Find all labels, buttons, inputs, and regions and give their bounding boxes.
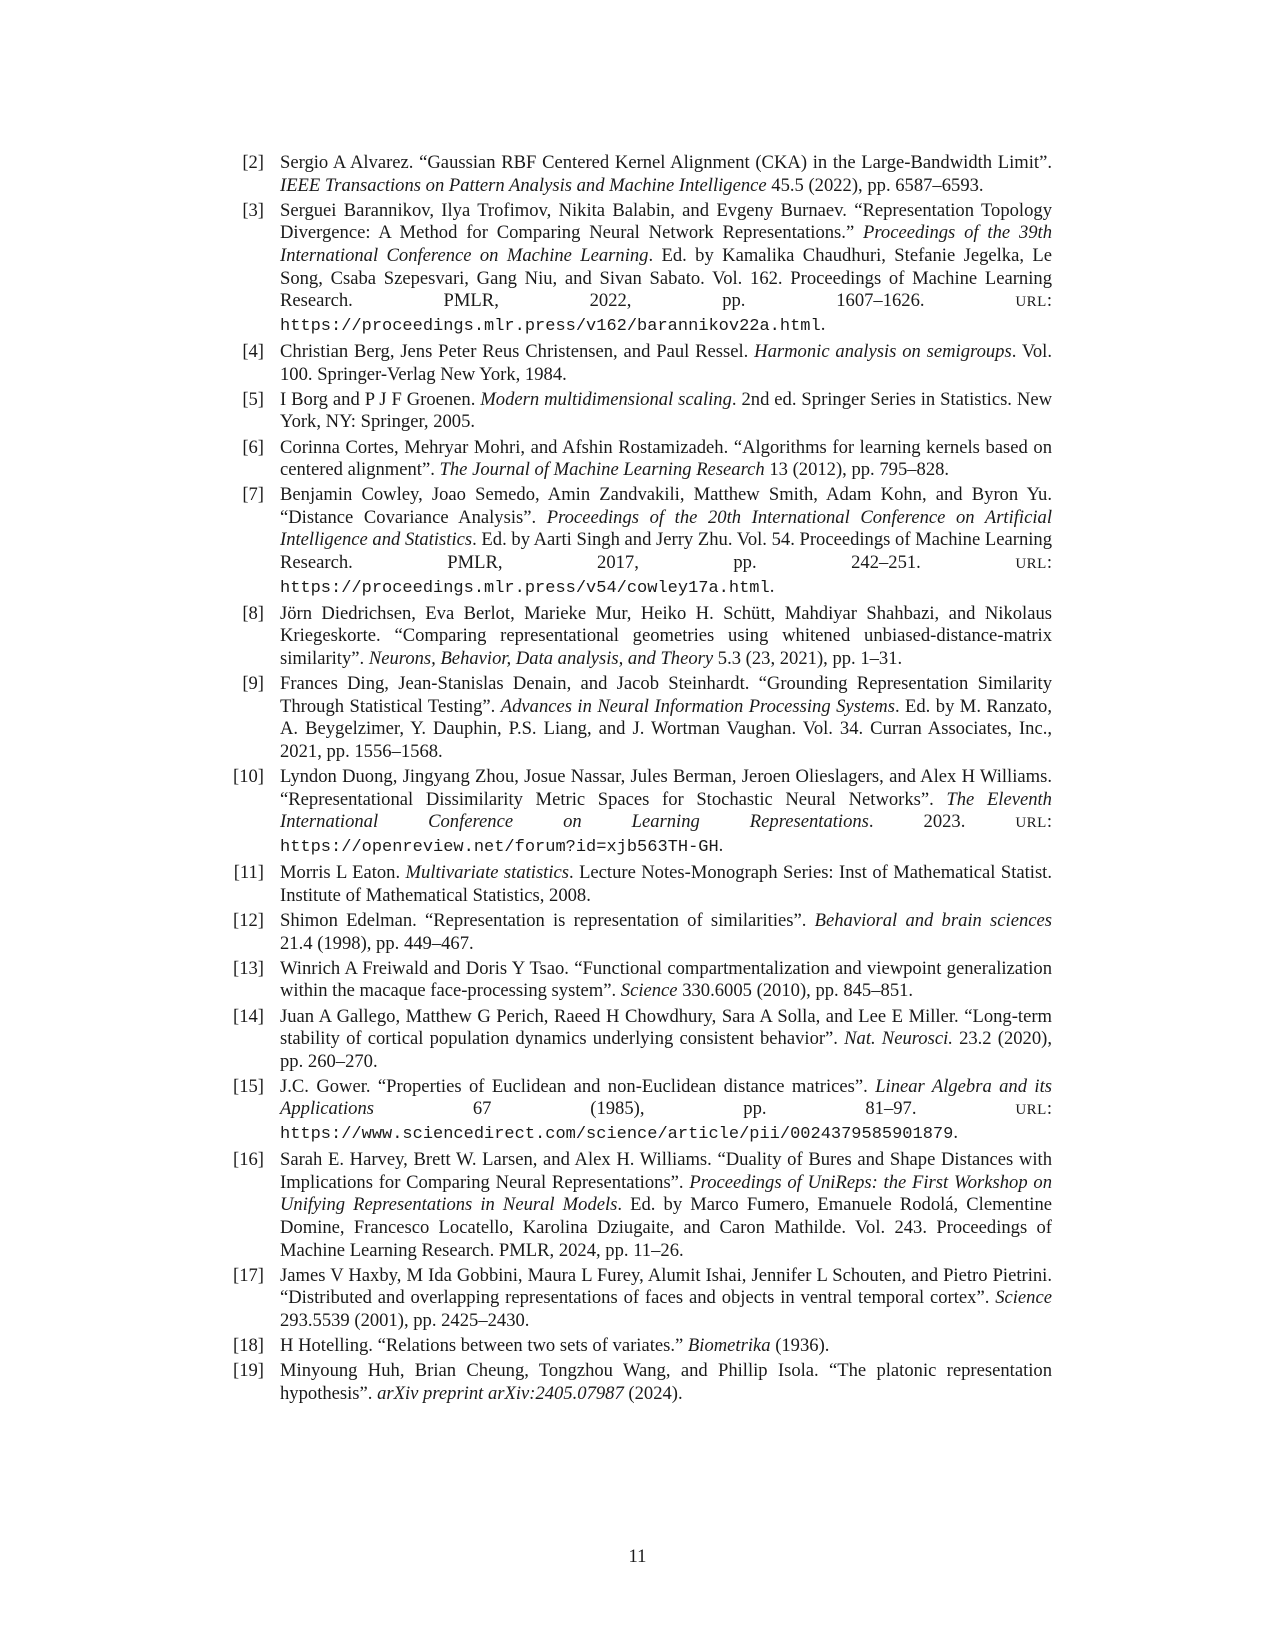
reference-venue: Advances in Neural Information Processing Systems [500, 695, 895, 717]
reference-end: . [820, 313, 826, 335]
reference-details: . 2nd ed. Springer Series in Statistics. New York, NY: Springer, 2005. [280, 388, 1052, 433]
reference-text: Corinna Cortes, Mehryar Mohri, and Afshin Rostamizadeh. “Algorithms for learning kernels based on centered alignment”. [280, 436, 1052, 481]
reference-venue: Biometrika [687, 1335, 771, 1357]
reference-text: Sergio A Alvarez. “Gaussian RBF Centered Kernel Alignment (CKA) in the Large-Bandwidth Limit”. [280, 152, 1052, 173]
reference-number: [3] [242, 199, 264, 221]
reference-number: [6] [242, 436, 264, 458]
reference-venue: Linear Algebra and its Applications [280, 1075, 1052, 1120]
reference-text: Lyndon Duong, Jingyang Zhou, Josue Nassar, Jules Berman, Jeroen Olieslagers, and Alex H Williams. “Representational Dissimilarity Metric Spaces for Stochastic Neural Networks”. [280, 766, 1052, 810]
reference-venue: Proceedings of the 39th International Conference on Machine Learning [280, 222, 1053, 266]
reference-text: Juan A Gallego, Matthew G Perich, Raeed H Chowdhury, Sara A Solla, and Lee E Miller. “Long-term stability of cortical population dynamics underlying consistent behavior”. [280, 1005, 1052, 1050]
reference-text: Serguei Barannikov, Ilya Trofimov, Nikita Balabin, and Evgeny Burnaev. “Representation Topology Divergence: A Method for Comparing Neural Network Representations.” [280, 199, 1052, 244]
reference-item: [10] Lyndon Duong, Jingyang Zhou, Josue Nassar, Jules Berman, Jeroen Olieslagers, and Alex H Williams. “Representational Dissimilarity Metric Spaces for Stochastic Neural Networks”. The Eleventh International Conference on Learning Representations. 2023. URL: https://openreview.net/forum?id=xjb563TH-GH. [222, 766, 1052, 859]
reference-venue: Proceedings of UniReps: the First Workshop on Unifying Representations in Neural Models [280, 1171, 1052, 1216]
reference-venue: Science [995, 1287, 1052, 1309]
url-label: URL [1015, 294, 1047, 311]
reference-venue: Proceedings of the 20th International Conference on Artificial Intelligence and Statistics [280, 506, 1052, 551]
reference-details: . Ed. by M. Ranzato, A. Beygelzimer, Y. Dauphin, P.S. Liang, and J. Wortman Vaughan. Vol. 34. Curran Associates, Inc., 2021, pp. 1556–1568. [280, 695, 1052, 762]
url-label: URL [1015, 1102, 1047, 1119]
reference-details: 45.5 (2022), pp. 6587–6593. [766, 174, 984, 196]
reference-details: . Ed. by Kamalika Chaudhuri, Stefanie Jegelka, Le Song, Csaba Szepesvari, Gang Niu, and Sivan Sabato. Vol. 162. Proceedings of Machine Learning Research. PMLR, 2022, pp. 1607–1626. [280, 244, 1052, 312]
reference-details: 330.6005 (2010), pp. 845–851. [677, 980, 914, 1002]
reference-item [222, 673, 1052, 763]
reference-text: Shimon Edelman. “Representation is representation of similarities”. [280, 909, 815, 931]
reference-number: [12] [233, 909, 264, 931]
reference-number: [16] [233, 1149, 264, 1171]
reference-details: 21.4 (1998), pp. 449–467. [280, 932, 474, 954]
reference-end: . [953, 1122, 958, 1144]
reference-text: Christian Berg, Jens Peter Reus Christensen, and Paul Ressel. [280, 340, 755, 362]
reference-number: [19] [233, 1360, 264, 1382]
reference-number: [8] [242, 602, 264, 624]
reference-end: . [769, 575, 775, 597]
reference-text: J.C. Gower. “Properties of Euclidean and non-Euclidean distance matrices”. [280, 1075, 876, 1097]
reference-details: . Lecture Notes-Monograph Series: Inst of Mathematical Statist. Institute of Mathematical Statistics, 2008. [280, 862, 1052, 906]
reference-details: 293.5539 (2001), pp. 2425–2430. [280, 1310, 530, 1331]
reference-venue: IEEE Transactions on Pattern Analysis and Machine Intelligence [280, 174, 767, 196]
reference-item [222, 1360, 1052, 1405]
reference-venue: Multivariate statistics [405, 862, 569, 884]
reference-end: . [718, 834, 724, 856]
reference-venue: Neurons, Behavior, Data analysis, and Theory [368, 648, 714, 670]
reference-number: [14] [233, 1005, 264, 1027]
reference-details: . Ed. by Aarti Singh and Jerry Zhu. Vol. 54. Proceedings of Machine Learning Research. PMLR, 2017, pp. 242–251. [280, 529, 1053, 574]
reference-venue: arXiv preprint arXiv:2405.07987 [377, 1382, 624, 1404]
reference-number: [9] [242, 673, 264, 695]
reference-details: 5.3 (23, 2021), pp. 1–31. [713, 648, 903, 670]
reference-number: [11] [233, 862, 264, 884]
reference-item [222, 1149, 1052, 1262]
reference-text: Frances Ding, Jean-Stanislas Denain, and Jacob Steinhardt. “Grounding Representation Similarity Through Statistical Testing”. [280, 673, 1052, 717]
reference-item [222, 910, 1052, 955]
reference-number: [7] [242, 484, 264, 506]
reference-item [222, 152, 1052, 197]
reference-details: (1936). [770, 1335, 830, 1357]
reference-number: [15] [233, 1075, 264, 1097]
reference-number: [4] [242, 340, 264, 362]
reference-venue: Modern multidimensional scaling [480, 388, 732, 410]
reference-url-link[interactable]: https://www.sciencedirect.com/science/article/pii/0024379585901879 [280, 1125, 954, 1145]
reference-text: Sarah E. Harvey, Brett W. Larsen, and Alex H. Williams. “Duality of Bures and Shape Distances with Implications for Comparing Neural Representations”. [280, 1149, 1052, 1193]
reference-number: [10] [233, 766, 264, 788]
reference-item [222, 389, 1052, 434]
reference-list [222, 152, 1052, 1408]
reference-details: (2024). [623, 1382, 683, 1404]
reference-item [222, 958, 1052, 1003]
reference-text: Jörn Diedrichsen, Eva Berlot, Marieke Mur, Heiko H. Schütt, Mahdiyar Shahbazi, and Nikolaus Kriegeskorte. “Comparing representational geometries using whitened unbiased-distance-matrix similarity”. [280, 602, 1052, 670]
reference-url-link[interactable]: https://openreview.net/forum?id=xjb563TH-GH [280, 837, 719, 857]
reference-venue: Nat. Neurosci. [844, 1028, 953, 1050]
reference-details: 13 (2012), pp. 795–828. [764, 459, 950, 481]
reference-details: . 2023. [868, 811, 1016, 833]
reference-details: . Ed. by Marco Fumero, Emanuele Rodolá, Clementine Domine, Francesco Locatello, Karolina Dziugaite, and Caron Mathilde. Vol. 243. Proceedings of Machine Learning Research. PMLR, 2024, pp. 11–26. [280, 1194, 1052, 1261]
reference-url-link[interactable]: https://proceedings.mlr.press/v162/barannikov22a.html [280, 316, 821, 336]
reference-venue: Harmonic analysis on semigroups [754, 340, 1012, 362]
url-label: URL [1015, 556, 1047, 573]
reference-text: Minyoung Huh, Brian Cheung, Tongzhou Wang, and Phillip Isola. “The platonic representation hypothesis”. [280, 1360, 1052, 1404]
reference-item: [7] Benjamin Cowley, Joao Semedo, Amin Zandvakili, Matthew Smith, Adam Kohn, and Byron Yu. “Distance Covariance Analysis”. Proceedings of the 20th International Conference on Artificial Intelligence and Statistics. Ed. by Aarti Singh and Jerry Zhu. Vol. 54. Proceedings of Machine Learning Research. PMLR, 2017, pp. 242–251. URL: https://proceedings.mlr.press/v54/cowley17a.html. [222, 484, 1052, 600]
reference-details: . Vol. 100. Springer-Verlag New York, 1984. [280, 340, 1052, 385]
reference-details: 67 (1985), pp. 81–97. [374, 1098, 1016, 1120]
reference-venue: Science [620, 980, 678, 1002]
reference-number: [2] [242, 152, 264, 173]
reference-item [222, 862, 1052, 907]
reference-number: [17] [233, 1264, 264, 1286]
reference-number: [18] [233, 1335, 264, 1357]
reference-venue: Behavioral and brain sciences [814, 909, 1052, 931]
reference-text: H Hotelling. “Relations between two sets of variates.” [280, 1335, 688, 1357]
reference-text: Morris L Eaton. [280, 862, 406, 884]
reference-number: [5] [242, 388, 264, 410]
reference-item [222, 603, 1052, 671]
reference-venue: The Eleventh International Conference on Learning Representations [280, 788, 1052, 833]
reference-text: James V Haxby, M Ida Gobbini, Maura L Furey, Alumit Ishai, Jennifer L Schouten, and Pietro Pietrini. “Distributed and overlapping representations of faces and objects in ventral temporal cortex”. [280, 1264, 1052, 1309]
reference-item [222, 1335, 1052, 1358]
reference-venue: The Journal of Machine Learning Research [439, 459, 765, 481]
page-number: 11 [628, 1546, 647, 1567]
reference-item [222, 341, 1052, 386]
reference-item: [15] J.C. Gower. “Properties of Euclidean and non-Euclidean distance matrices”. Linear Algebra and its Applications 67 (1985), pp. 81–97. URL: https://www.sciencedirect.com/science/article/pii/0024379585901879. [222, 1076, 1052, 1147]
reference-text: Winrich A Freiwald and Doris Y Tsao. “Functional compartmentalization and viewpoint generalization within the macaque face-processing system”. [280, 957, 1052, 1002]
reference-text: I Borg and P J F Groenen. [280, 388, 481, 410]
reference-item [222, 1265, 1052, 1333]
url-label: URL [1015, 815, 1047, 832]
reference-item: [3] Serguei Barannikov, Ilya Trofimov, Nikita Balabin, and Evgeny Burnaev. “Representation Topology Divergence: A Method for Comparing Neural Network Representations.” Proceedings of the 39th International Conference on Machine Learning. Ed. by Kamalika Chaudhuri, Stefanie Jegelka, Le Song, Csaba Szepesvari, Gang Niu, and Sivan Sabato. Vol. 162. Proceedings of Machine Learning Research. PMLR, 2022, pp. 1607–1626. URL: https://proceedings.mlr.press/v162/barannikov22a.html. [222, 200, 1052, 339]
reference-text: Benjamin Cowley, Joao Semedo, Amin Zandvakili, Matthew Smith, Adam Kohn, and Byron Yu. “Distance Covariance Analysis”. [280, 484, 1052, 528]
reference-details: 23.2 (2020), pp. 260–270. [280, 1028, 1052, 1072]
reference-item [222, 437, 1052, 482]
reference-item [222, 1006, 1052, 1074]
reference-number: [13] [233, 957, 264, 979]
reference-url-link[interactable]: https://proceedings.mlr.press/v54/cowley17a.html [280, 578, 770, 598]
